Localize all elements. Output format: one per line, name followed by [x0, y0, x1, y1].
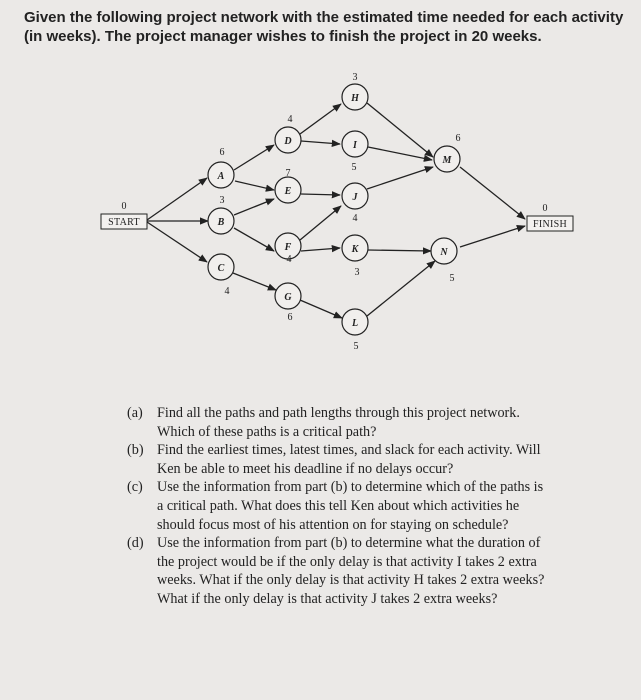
question-d-text: Use the information from part (b) to determine what the duration of the project would be if the only delay is that activity I takes 2 extra weeks. What if the only delay is that activity H takes 2 extra weeks? What if the only delay is that activity J takes 2 extra weeks? — [157, 535, 545, 607]
question-c — [127, 478, 545, 534]
activity-times — [217, 72, 461, 352]
arrow-d-h — [300, 104, 341, 134]
node-h-label: H — [351, 93, 359, 104]
start-label: START — [108, 217, 140, 228]
time-j: 4 — [352, 213, 358, 224]
network-arrows — [147, 103, 525, 318]
question-c-label: (c) — [127, 479, 143, 496]
question-b — [127, 441, 545, 478]
time-d: 4 — [287, 114, 293, 125]
arrow-f-j — [300, 206, 341, 240]
question-d — [127, 534, 545, 608]
arrow-a-d — [234, 145, 274, 170]
time-f: 4 — [286, 254, 292, 265]
node-n-label: N — [440, 247, 448, 258]
start-node — [101, 201, 147, 229]
question-a-text: Find all the paths and path lengths through this project network. Which of these paths is a critical path? — [157, 405, 520, 440]
time-i: 5 — [351, 162, 357, 173]
arrow-e-j — [301, 194, 340, 195]
arrow-f-k — [301, 248, 340, 251]
node-e-label: E — [284, 186, 292, 197]
finish-node — [527, 203, 573, 231]
node-g-label: G — [284, 292, 292, 303]
node-c-label: C — [217, 263, 225, 274]
node-k-label: K — [351, 244, 359, 255]
arrow-start-c — [147, 222, 207, 262]
question-list — [127, 404, 545, 609]
problem-intro: Given the following project network with the estimated time needed for each activity (in weeks). The project manager wishes to finish the project in 20 weeks. — [24, 9, 624, 45]
arrow-start-a — [147, 178, 207, 220]
arrow-b-f — [234, 228, 274, 251]
question-a — [127, 404, 545, 441]
arrow-j-m — [367, 167, 433, 189]
activity-nodes — [208, 84, 460, 335]
node-b-label: B — [217, 217, 225, 228]
arrow-c-g — [233, 273, 276, 290]
time-k: 3 — [354, 267, 360, 278]
time-g: 6 — [287, 312, 293, 323]
node-a-label: A — [217, 171, 225, 182]
arrow-a-e — [235, 181, 274, 190]
time-a: 6 — [219, 147, 225, 158]
question-b-label: (b) — [127, 442, 144, 459]
question-d-label: (d) — [127, 535, 144, 552]
time-h: 3 — [352, 72, 358, 83]
arrow-m-finish — [460, 167, 525, 219]
time-e: 7 — [285, 168, 291, 179]
node-i-label: I — [353, 140, 357, 151]
arrow-d-i — [301, 141, 340, 144]
time-m: 6 — [455, 133, 461, 144]
arrow-k-n — [368, 250, 431, 251]
arrow-l-n — [367, 261, 435, 316]
arrow-g-l — [300, 300, 342, 318]
question-c-text: Use the information from part (b) to determine which of the paths is a critical path. What does this tell Ken about which activities he should focus most of his attention on for staying on schedule? — [157, 479, 544, 533]
question-a-label: (a) — [127, 405, 143, 421]
node-f-label: F — [284, 242, 292, 253]
time-b: 3 — [219, 195, 225, 206]
time-l: 5 — [353, 341, 359, 352]
finish-label: FINISH — [532, 219, 568, 230]
finish-time: 0 — [542, 203, 548, 214]
question-b-text: Find the earliest times, latest times, and slack for each activity. Will Ken be able to meet his deadline if no delays occur? — [157, 442, 541, 477]
node-j-label: J — [352, 192, 358, 203]
node-l-label: L — [351, 318, 359, 329]
time-c: 4 — [224, 286, 230, 297]
node-m-label: M — [442, 155, 452, 166]
node-d-label: D — [284, 136, 292, 147]
arrow-b-e — [234, 199, 274, 215]
time-n: 5 — [449, 273, 455, 284]
arrow-n-finish — [460, 226, 525, 247]
start-time: 0 — [121, 201, 127, 212]
